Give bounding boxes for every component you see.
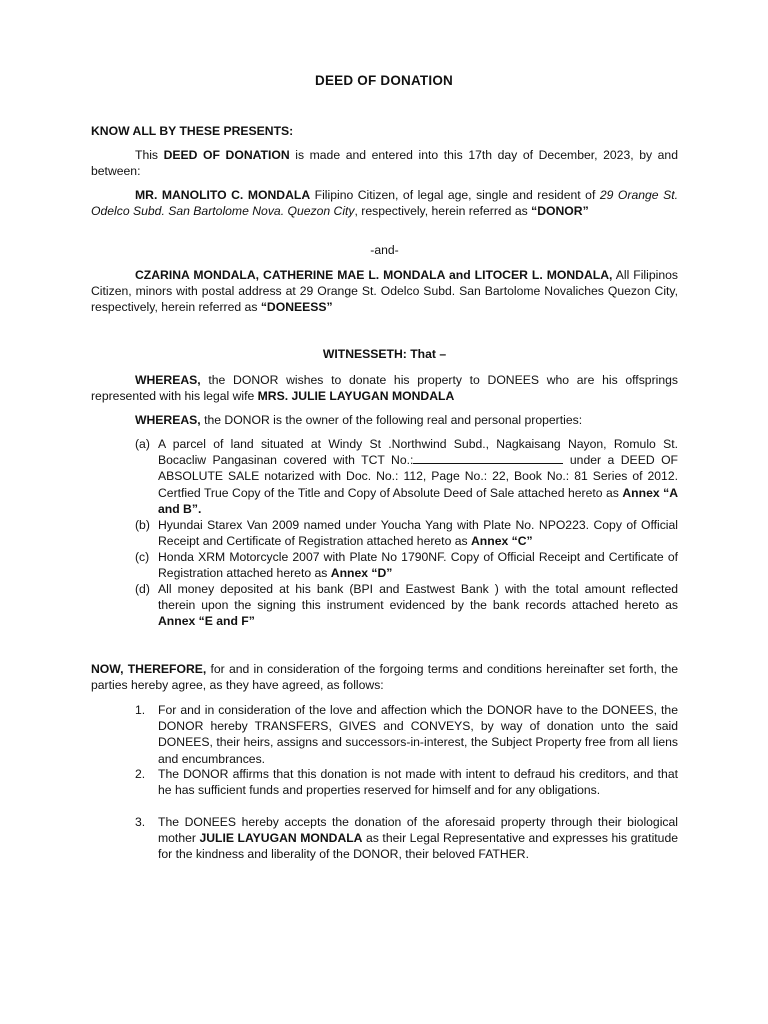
- witnesseth-heading: WITNESSETH: That –: [322, 347, 447, 361]
- know-all-heading: KNOW ALL BY THESE PRESENTS:: [91, 124, 294, 138]
- document-title: DEED OF DONATION: [315, 73, 453, 88]
- intro-paragraph: This DEED OF DONATION is made and entered into this 17th day of December, 2023, by and between:: [91, 148, 678, 179]
- wife-name: MRS. JULIE LAYUGAN MONDALA: [257, 389, 455, 404]
- and-separator: -and-: [370, 243, 399, 257]
- whereas-paragraph-1: WHEREAS, the DONOR wishes to donate his property to DONEES who are his offsprings represented with his legal wife MRS. JULIE LAYUGAN MONDALA: [91, 373, 678, 404]
- donees-names: CZARINA MONDALA, CATHERINE MAE L. MONDALA and LITOCER L. MONDALA,: [135, 268, 613, 282]
- property-item-a: (a) A parcel of land situated at Windy St .Northwind Subd., Nagkaisang Nayon, Romulo St. Bocacliw Pangasinan covered with TCT No.: under a DEED OF ABSOLUTE SALE notarized with Doc. No.: 112, Page No.: 22, Book No.: 81 Series of 2012. Certfied True Copy of the Title and Copy of Absolute Deed of Sale attached hereto as Annex “A and B”.: [135, 437, 679, 516]
- donees-paragraph: CZARINA MONDALA, CATHERINE MAE L. MONDALA and LITOCER L. MONDALA, All Filipinos Citizen, minors with postal address at 29 Orange St. Odelco Subd. San Bartolome Novaliches Quezon City, respectively, herein referred as “DONEESS”: [91, 268, 678, 315]
- term-item-2: 2. The DONOR affirms that this donation is not made with intent to defraud his creditors, and that he has sufficient funds and properties reserved for himself and for any obligations.: [135, 767, 678, 798]
- term-item-1: 1. For and in consideration of the love and affection which the DONOR have to the DONEES, the DONOR hereby TRANSFERS, GIVES and CONVEYS, by way of donation unto the said DONEES, their heirs, assigns and successors-in-interest, the Subject Property free from all liens and encumbrances.: [135, 703, 678, 766]
- donor-name: MR. MANOLITO C. MONDALA: [135, 188, 311, 202]
- now-therefore-paragraph: NOW, THEREFORE, for and in consideration of the forgoing terms and conditions hereinafter set forth, the parties hereby agree, as they have agreed, as follows:: [91, 662, 679, 693]
- property-item-b: (b) Hyundai Starex Van 2009 named under Youcha Yang with Plate No. NPO223. Copy of Official Receipt and Certificate of Registration attached hereto as Annex “C”: [135, 518, 678, 549]
- term-item-3: 3. The DONEES hereby accepts the donation of the aforesaid property through their biological mother JULIE LAYUGAN MONDALA as their Legal Representative and expresses his gratitude for the kindness and liberality of the DONOR, their beloved FATHER.: [135, 815, 678, 862]
- whereas-paragraph-2: WHEREAS, the DONOR is the owner of the following real and personal properties:: [135, 413, 583, 427]
- donor-address: 29 Orange St. Odelco Subd. San Bartolome Nova. Quezon City: [91, 188, 678, 219]
- property-item-c: (c) Honda XRM Motorcycle 2007 with Plate No 1790NF. Copy of Official Receipt and Certificate of Registration attached hereto as Annex “D”: [135, 550, 678, 581]
- donor-paragraph: MR. MANOLITO C. MONDALA Filipino Citizen, of legal age, single and resident of 29 Orange St. Odelco Subd. San Bartolome Nova. Quezon City, respectively, herein referred as “DONOR”: [91, 188, 678, 219]
- property-item-d: (d) All money deposited at his bank (BPI and Eastwest Bank ) with the total amount reflected therein upon the signing this instrument evidenced by the bank records attached hereto as Annex “E and F”: [135, 582, 678, 629]
- tct-blank-line: [413, 452, 563, 464]
